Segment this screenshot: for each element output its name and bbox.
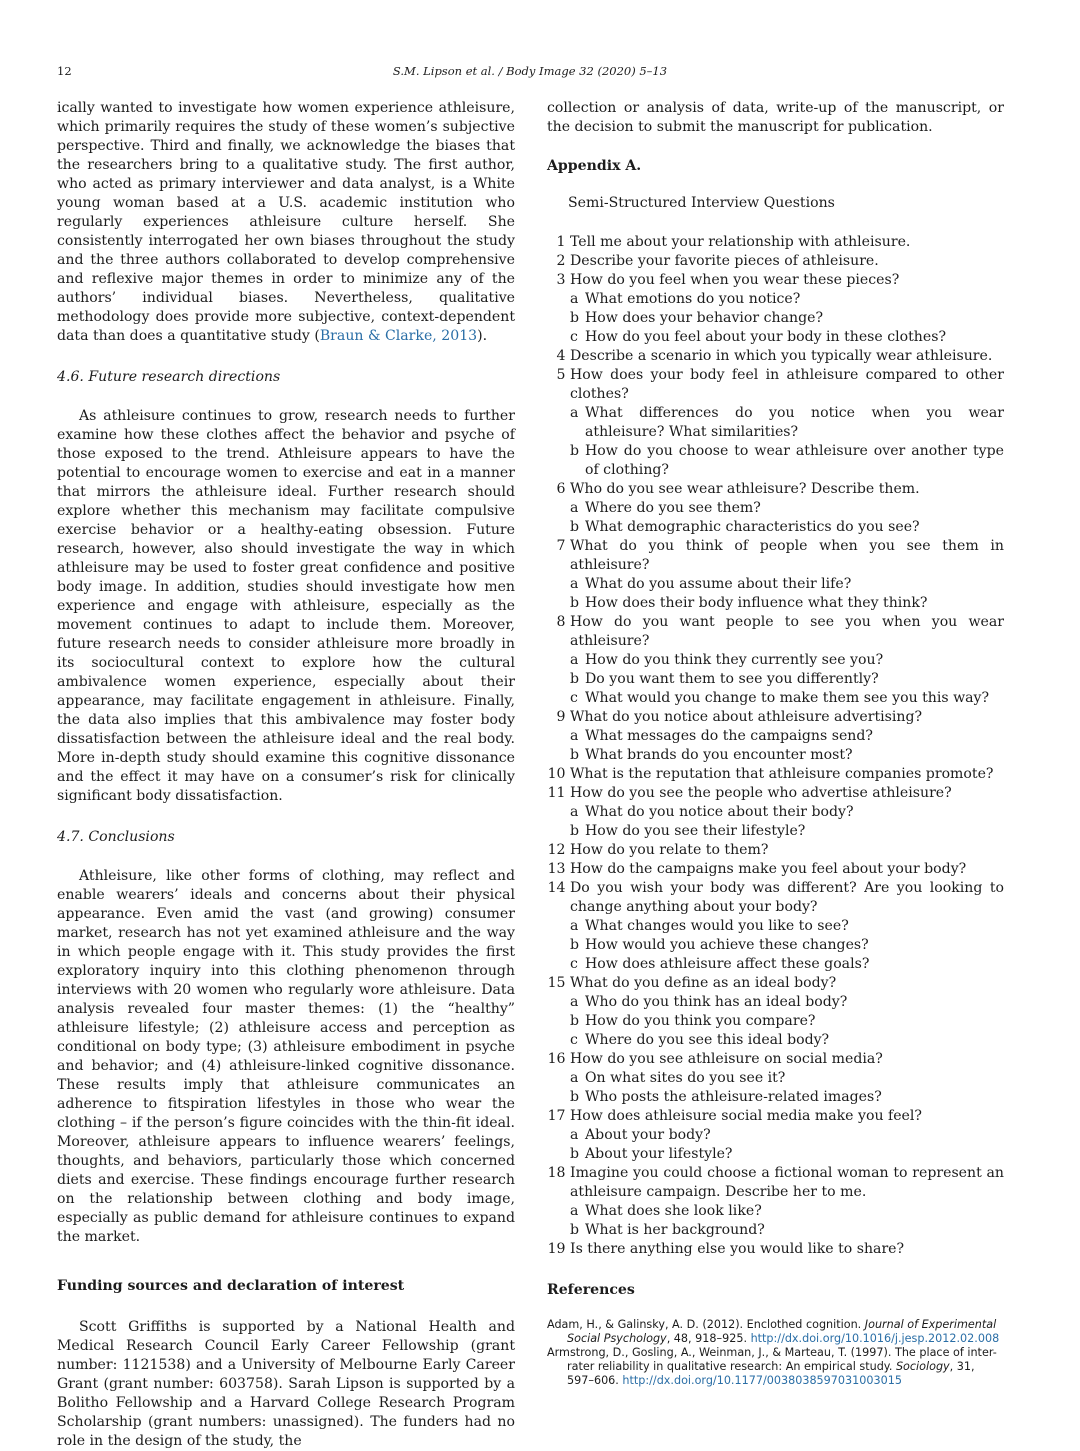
sub-question-letter: a	[570, 1070, 579, 1086]
question-number: 19	[547, 1241, 570, 1257]
sub-question-item	[547, 746, 1004, 765]
sub-question-letter: c	[570, 690, 578, 706]
sub-question-item	[547, 955, 1004, 974]
sub-question-letter: b	[570, 1222, 580, 1238]
question-text: How do you want people to see you when you wear athleisure?	[570, 614, 1004, 649]
sub-question-letter: b	[570, 747, 580, 763]
sub-question-item	[547, 689, 1004, 708]
question-text: How do you see athleisure on social media?	[570, 1051, 883, 1067]
question-item	[547, 708, 1004, 727]
question-text: Tell me about your relationship with athleisure.	[570, 234, 911, 250]
page-header	[57, 64, 1003, 82]
doi-link[interactable]: http://dx.doi.org/10.1177/0038038597031003015	[622, 1374, 902, 1387]
question-text: Describe your favorite pieces of athleisure.	[570, 253, 879, 269]
sub-question-item	[547, 499, 1004, 518]
sub-question-item	[547, 1221, 1004, 1240]
question-text: What do you notice about athleisure advertising?	[570, 709, 923, 725]
question-item	[547, 252, 1004, 271]
sub-question-item	[547, 803, 1004, 822]
sub-question-letter: a	[570, 918, 579, 934]
sub-question-text: How do you think they currently see you?	[585, 652, 884, 668]
sub-question-text: Who posts the athleisure-related images?	[585, 1089, 882, 1105]
sub-question-letter: b	[570, 595, 580, 611]
question-text: How do you feel when you wear these pieces?	[570, 272, 900, 288]
question-item	[547, 233, 1004, 252]
question-text: Do you wish your body was different? Are you looking to change anything about your body?	[570, 880, 1004, 915]
question-number: 14	[547, 880, 570, 896]
interview-questions	[547, 233, 1004, 1259]
appendix-subtitle: Semi-Structured Interview Questions	[568, 195, 835, 211]
question-item	[547, 1164, 1004, 1202]
sub-question-item	[547, 727, 1004, 746]
question-text: How does athleisure social media make you feel?	[570, 1108, 922, 1124]
sub-question-text: How would you achieve these changes?	[585, 937, 869, 953]
question-text: How do you see the people who advertise athleisure?	[570, 785, 952, 801]
sub-question-text: Do you want them to see you differently?	[585, 671, 879, 687]
sub-question-text: What differences do you notice when you wear athleisure? What similarities?	[585, 405, 1004, 440]
question-number: 10	[547, 766, 570, 782]
question-item	[547, 765, 1004, 784]
sub-question-letter: b	[570, 671, 580, 687]
question-item	[547, 879, 1004, 917]
sub-question-letter: c	[570, 956, 578, 972]
question-text: How does your body feel in athleisure compared to other clothes?	[570, 367, 1004, 402]
question-number: 8	[556, 614, 570, 630]
question-item	[547, 860, 1004, 879]
question-item	[547, 366, 1004, 404]
question-text: What do you think of people when you see them in athleisure?	[570, 538, 1004, 573]
sub-question-letter: b	[570, 1089, 580, 1105]
sub-question-item	[547, 1031, 1004, 1050]
sub-question-item	[547, 1012, 1004, 1031]
funding-continued: collection or analysis of data, write-up of the manuscript, or the decision to submit the manuscript for publication.	[547, 100, 1004, 135]
sub-question-item	[547, 1126, 1004, 1145]
question-text: Is there anything else you would like to share?	[570, 1241, 905, 1257]
sub-question-text: How does your behavior change?	[585, 310, 824, 326]
citation-link[interactable]: Braun & Clarke, 2013	[319, 328, 478, 344]
sub-question-letter: a	[570, 728, 579, 744]
sub-question-item	[547, 670, 1004, 689]
sub-question-letter: c	[570, 329, 578, 345]
sub-question-letter: b	[570, 310, 580, 326]
question-text: How do the campaigns make you feel about your body?	[570, 861, 967, 877]
sub-question-text: How does their body influence what they think?	[585, 595, 928, 611]
sub-question-text: What demographic characteristics do you see?	[585, 519, 920, 535]
sub-question-text: What would you change to make them see you this way?	[585, 690, 990, 706]
references-title: References	[547, 1282, 635, 1298]
question-number: 7	[556, 538, 570, 554]
question-number: 9	[556, 709, 570, 725]
question-number: 1	[556, 234, 570, 250]
question-text: Imagine you could choose a fictional woman to represent an athleisure campaign. Describe her to me.	[570, 1165, 1004, 1200]
question-number: 5	[556, 367, 570, 383]
sub-question-item	[547, 442, 1004, 480]
sub-question-letter: b	[570, 443, 580, 459]
references-list	[547, 1318, 1004, 1388]
question-item	[547, 1107, 1004, 1126]
question-text: How do you relate to them?	[570, 842, 769, 858]
sub-question-text: How do you choose to wear athleisure over another type of clothing?	[585, 443, 1004, 478]
sub-question-item	[547, 594, 1004, 613]
sub-question-text: Who do you think has an ideal body?	[585, 994, 848, 1010]
question-number: 2	[556, 253, 570, 269]
sub-question-text: What is her background?	[585, 1222, 765, 1238]
question-item	[547, 480, 1004, 499]
sub-question-item	[547, 1069, 1004, 1088]
sub-question-text: What emotions do you notice?	[585, 291, 801, 307]
sub-question-letter: b	[570, 519, 580, 535]
sub-question-item	[547, 518, 1004, 537]
question-number: 11	[547, 785, 570, 801]
question-number: 16	[547, 1051, 570, 1067]
sub-question-item	[547, 309, 1004, 328]
reference-entry: Armstrong, D., Gosling, A., Weinman, J., & Marteau, T. (1997). The place of inter-rater reliability in qualitative research: An empirical study. Sociology, 31, 597–606. http://dx.doi.org/10.1177/0038038597031003015	[547, 1346, 997, 1387]
question-number: 12	[547, 842, 570, 858]
right-column	[547, 99, 1004, 1388]
sub-question-text: How do you see their lifestyle?	[585, 823, 806, 839]
sub-question-letter: a	[570, 405, 579, 421]
sub-question-item	[547, 328, 1004, 347]
sub-question-item	[547, 290, 1004, 309]
sub-question-letter: b	[570, 1146, 580, 1162]
question-item	[547, 784, 1004, 803]
journal-name: Journal of Experimental Social Psychology	[567, 1318, 997, 1345]
question-item	[547, 1240, 1004, 1259]
sub-question-text: What changes would you like to see?	[585, 918, 849, 934]
sub-question-item	[547, 1145, 1004, 1164]
sub-question-text: What does she look like?	[585, 1203, 762, 1219]
sub-question-text: On what sites do you see it?	[585, 1070, 786, 1086]
question-number: 4	[556, 348, 570, 364]
question-item	[547, 974, 1004, 993]
question-text: What do you define as an ideal body?	[570, 975, 837, 991]
sub-question-text: What messages do the campaigns send?	[585, 728, 873, 744]
sub-question-letter: b	[570, 823, 580, 839]
section-4-7-title: 4.7. Conclusions	[57, 829, 175, 845]
question-item	[547, 347, 1004, 366]
sub-question-text: What do you notice about their body?	[585, 804, 854, 820]
sub-question-text: About your body?	[585, 1127, 711, 1143]
sub-question-item	[547, 575, 1004, 594]
sub-question-item	[547, 993, 1004, 1012]
sub-question-item	[547, 917, 1004, 936]
sub-question-letter: a	[570, 652, 579, 668]
sub-question-item	[547, 651, 1004, 670]
sub-question-letter: b	[570, 937, 580, 953]
question-number: 13	[547, 861, 570, 877]
sub-question-text: About your lifestyle?	[585, 1146, 733, 1162]
sub-question-text: What brands do you encounter most?	[585, 747, 853, 763]
question-item	[547, 537, 1004, 575]
sub-question-item	[547, 1088, 1004, 1107]
question-item	[547, 271, 1004, 290]
section-4-6-paragraph: As athleisure continues to grow, research needs to further examine how these clothes affect the behavior and psyche of those exposed to the trend. Athleisure appears to have the potential to encourage women to exercise and eat in a manner that mirrors the athleisure ideal. Further research should explore whether this mechanism may facilitate compulsive exercise behavior or a healthy-eating obsession. Future research, however, also should investigate the way in which athleisure may be used to foster great confidence and positive body image. In addition, studies should investigate how men experience and engage with athleisure, especially as the movement continues to adapt to include them. Moreover, future research needs to consider athleisure more broadly in its sociocultural context to explore how the cultural ambivalence women experience, especially about their appearance, may facilitate engagement in athleisure. Finally, the data also implies that this ambivalence may foster body dissatisfaction between the athleisure ideal and the real body. More in-depth study should examine this cognitive dissonance and the effect it may have on a consumer’s risk for clinically significant body dissatisfaction.	[57, 408, 515, 804]
sub-question-item	[547, 936, 1004, 955]
funding-paragraph: Scott Griffiths is supported by a National Health and Medical Research Council Early Career Fellowship (grant number: 1121538) and a University of Melbourne Early Career Grant (grant number: 603758). Sarah Lipson is supported by a Bolitho Fellowship and a Harvard College Research Program Scholarship (grant numbers: unassigned). The funders had no role in the design of the study, the	[57, 1319, 515, 1449]
sub-question-text: How do you think you compare?	[585, 1013, 816, 1029]
sub-question-letter: a	[570, 1127, 579, 1143]
sub-question-item	[547, 404, 1004, 442]
section-4-7-paragraph: Athleisure, like other forms of clothing, may reflect and enable wearers’ ideals and concerns about their physical appearance. Even amid the vast (and growing) consumer market, research has not yet examined athleisure and the way in which people engage with it. This study provides the first exploratory inquiry into this clothing phenomenon through interviews with 20 women who regularly wore athleisure. Data analysis revealed four master themes: (1) the “healthy” athleisure lifestyle; (2) athleisure access and perception as conditional on body type; (3) athleisure embodiment in psyche and behavior; and (4) athleisure-linked cognitive dissonance. These results imply that athleisure communicates an adherence to fitspiration lifestyles in those who wear the clothing – if the person’s figure coincides with the thin-fit ideal. Moreover, athleisure appears to influence wearers’ feelings, thoughts, and behaviors, particularly those which concerned diets and exercise. These findings encourage further research on the relationship between clothing and body image, especially as public demand for athleisure continues to expand the market.	[57, 868, 515, 1245]
sub-question-letter: c	[570, 1032, 578, 1048]
question-number: 15	[547, 975, 570, 991]
sub-question-letter: b	[570, 1013, 580, 1029]
question-text: Describe a scenario in which you typically wear athleisure.	[570, 348, 993, 364]
question-text: Who do you see wear athleisure? Describe them.	[570, 481, 920, 497]
question-text: What is the reputation that athleisure companies promote?	[570, 766, 994, 782]
running-head: S.M. Lipson et al. / Body Image 32 (2020) 5–13	[392, 64, 668, 78]
sub-question-letter: a	[570, 994, 579, 1010]
question-item	[547, 613, 1004, 651]
question-item	[547, 1050, 1004, 1069]
question-number: 17	[547, 1108, 570, 1124]
question-item	[547, 841, 1004, 860]
reference-entry: Adam, H., & Galinsky, A. D. (2012). Enclothed cognition. Journal of Experimental Social Psychology, 48, 918–925. http://dx.doi.org/10.1016/j.jesp.2012.02.008	[547, 1318, 1000, 1345]
question-number: 18	[547, 1165, 570, 1181]
sub-question-text: Where do you see them?	[585, 500, 761, 516]
question-number: 6	[556, 481, 570, 497]
sub-question-text: Where do you see this ideal body?	[585, 1032, 830, 1048]
sub-question-letter: a	[570, 576, 579, 592]
funding-title: Funding sources and declaration of interest	[57, 1278, 405, 1294]
left-column	[57, 99, 515, 1451]
appendix-title: Appendix A.	[547, 158, 642, 174]
sub-question-text: What do you assume about their life?	[585, 576, 852, 592]
section-4-6-title: 4.6. Future research directions	[57, 369, 281, 385]
sub-question-text: How do you feel about your body in these clothes?	[585, 329, 946, 345]
sub-question-letter: a	[570, 804, 579, 820]
sub-question-letter: a	[570, 291, 579, 307]
doi-link[interactable]: http://dx.doi.org/10.1016/j.jesp.2012.02.008	[750, 1332, 1000, 1345]
sub-question-letter: a	[570, 1203, 579, 1219]
sub-question-letter: a	[570, 500, 579, 516]
intro-paragraph: ically wanted to investigate how women experience athleisure, which primarily requires the study of these women’s subjective perspective. Third and finally, we acknowledge the biases that the researchers bring to a qualitative study. The first author, who acted as primary interviewer and data analyst, is a White young woman based at a U.S. academic institution who regularly experiences athleisure culture herself. She consistently interrogated her own biases throughout the study and the three authors collaborated to develop comprehensive and reflexive major themes in order to minimize any of the authors’ individual biases. Nevertheless, qualitative methodology does provide more subjective, context-dependent data than does a quantitative study (Braun & Clarke, 2013).	[57, 100, 515, 344]
sub-question-item	[547, 1202, 1004, 1221]
sub-question-item	[547, 822, 1004, 841]
question-number: 3	[556, 272, 570, 288]
page-number: 12	[57, 64, 72, 78]
journal-name: Sociology	[895, 1360, 950, 1373]
sub-question-text: How does athleisure affect these goals?	[585, 956, 870, 972]
